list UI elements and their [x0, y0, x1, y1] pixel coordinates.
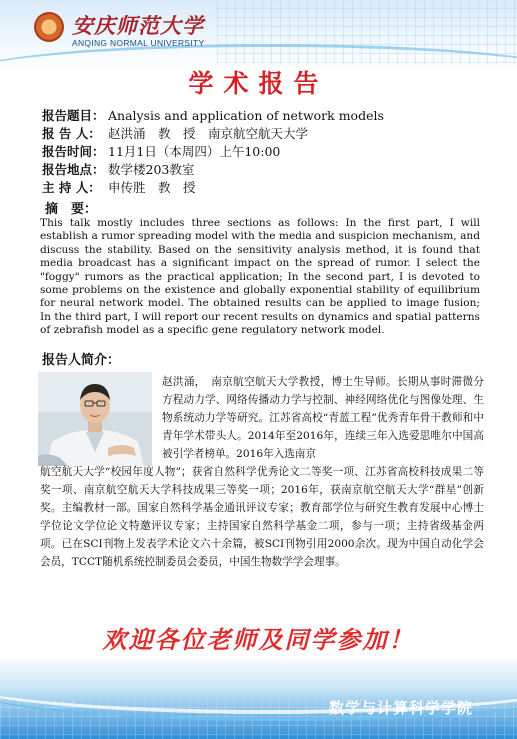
time-value: 11月1日（本周四）上午10:00 — [108, 144, 281, 159]
welcome-banner: 欢迎各位老师及同学参加！ — [102, 625, 415, 654]
university-logo-icon — [34, 12, 64, 42]
host-row — [42, 180, 196, 196]
host-value: 申传胜 教 授 — [108, 180, 196, 195]
venue-value: 数学楼203教室 — [108, 162, 195, 177]
school-name: 数学与计算科学学院 — [328, 699, 473, 717]
abstract-label: 摘 要： — [45, 202, 98, 217]
speaker-photo — [38, 372, 152, 466]
topic-label: 报告题目： — [42, 108, 105, 123]
speaker-portrait-icon — [38, 372, 152, 466]
speaker-label: 报 告 人： — [42, 126, 101, 141]
bio-text-bottom: 航空航天大学“校园年度人物”；获省自然科学优秀论文二等奖一项、江苏省高校科技成果二等奖一项、南京航空航天大学科技成果三等奖一项；2016年，获南京航空航天大学“群星”创新奖。主编教材一部。国家自然科学基金通讯评议专家；教育部学位与研究生教育发展中心博士学位论文学位论文特邀评议专家；主持国家自然科学基金二项，参与一项；主持省级基金两项。已在SCI刊物上发表学术论文六十余篇，被SCI刊物引用2000余次。现为中国自动化学会会员，TCCT随机系统控制委员会委员，中国生物数学学会理事。 — [40, 466, 484, 568]
bio-text-top: 赵洪涌， 南京航空航天大学教授，博士生导师。长期从事时滞微分方程动力学、网络传播动力学与控制、神经网络优化与图像处理、生物系统动力学等研究。江苏省高校“青蓝工程”优秀青年骨干教师和中青年学术带头人。2014年至2016年，连续三年入选爱思唯尔中国高被引学者榜单。2016年入选南京 — [162, 376, 484, 460]
bio-label: 报告人简介： — [42, 353, 121, 368]
abstract-text: This talk mostly includes three sections as follows: In the first part, I will establish a rumor spreading model with the media and suspicion mechanism, and discuss the stability. Based on the sensitivity analysis method, it is found that media broadcast has a significant impact on the spread of rumor. I select the "foggy" rumors as the practical application; In the second part, I is devoted to some problems on the existence and globally exponential stability of equilibrium for neural network model. The obtained results can be applied to image fusion; In the third part, I will report our recent results on dynamics and spatial patterns of zebrafish model as a specific gene regulatory network model. — [40, 217, 480, 337]
host-label: 主 持 人： — [42, 180, 101, 195]
speaker-value: 赵洪涌 教 授 南京航空航天大学 — [108, 126, 309, 141]
time-label: 报告时间： — [42, 144, 105, 159]
venue-row — [42, 162, 194, 178]
university-name-cn: 安庆师范大学 — [72, 13, 204, 38]
topic-value: Analysis and application of network models — [108, 108, 384, 123]
topic-row — [42, 108, 384, 124]
speaker-row — [42, 126, 308, 142]
venue-label: 报告地点： — [42, 162, 105, 177]
poster-title: 学术报告 — [188, 69, 329, 98]
university-name-en: ANQING NORMAL UNIVERSITY — [72, 38, 205, 48]
time-row — [42, 144, 280, 160]
